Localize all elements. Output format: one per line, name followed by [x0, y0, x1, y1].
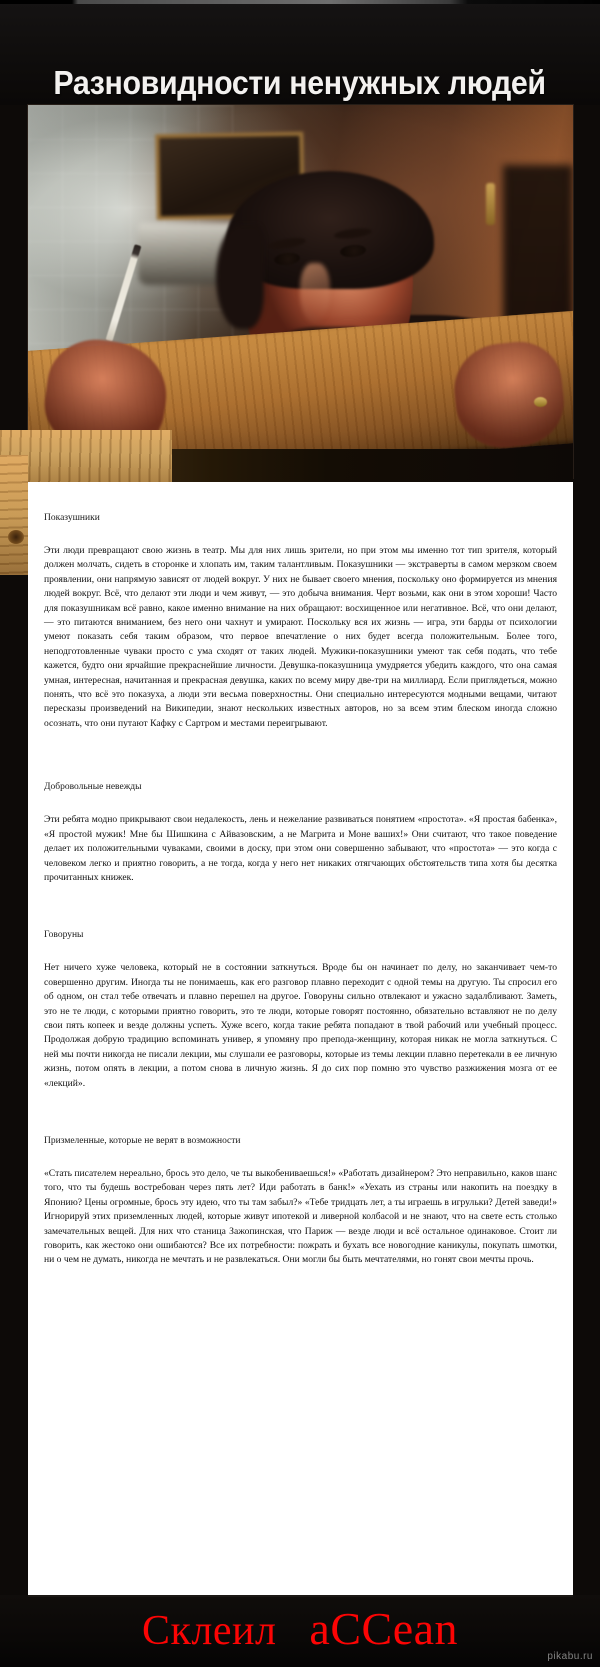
article-panel	[28, 482, 573, 1595]
background-wood-knot	[8, 530, 24, 544]
footer-credit-prefix: Склеил	[141, 1608, 277, 1654]
article-section	[44, 512, 557, 731]
photo-wall-fixture	[486, 183, 495, 225]
background-wood-plank-left	[0, 455, 28, 575]
section-heading: Показушники	[44, 513, 100, 523]
section-body: «Стать писателем нереально, брось это дело, че ты выкобениваешься!» «Работать дизайнером? Это неправильно, каков шанс того, что ты будешь востребован через пять лет? Иди работать в банк!» «Уехать из страны или накопить на поездку в Японию? Цены огромные, брось эту идею, что ты там забыл?» «Тебе тридцать лет, а ты играешь в игрульки? Детей заведи!» Игнорируй этих приземленных людей, которые живут ипотекой и ливерной колбасой и не знают, что на свете есть столько замечательных вещей. Для них что станица Зажопинская, что Париж — везде люди и всё остальное одинаковое. Стоит ли говорить, как жестоко они ошибаются? Все их потребности: пожрать и бухать все новогодние каникулы, покупать шмотки, ни о чем не думать, никогда не мечтать и не развлекаться. Они могли бы быть мечтателями, но гонят свои мечты прочь.	[44, 1167, 557, 1266]
section-body: Нет ничего хуже человека, который не в состоянии заткнуться. Вроде бы он начинает по делу, но заканчивает чем-то совершенно другим. Иногда ты не понимаешь, как его разговор плавно переходит с одной темы на другую. Ты спросил его об одном, он стал тебе отвечать и плавно перешел на другое. Говоруны сильно отвлекают и ужасно задалбливают. Заметь, это не те люди, с которыми приятно говорить, это те люди, которые говорят постоянно, обязательно вставляют не по делу свои пять копеек и везде должны успеть. Хуже всего, когда такие ребята попадают в твой рабочий или учебный процесс. Продолжая добрую традицию вспоминать универ, я упомяну про препода-женщину, которая никак не могла заткнуться. С ней мы почти никогда не писали лекции, мы слушали ее разговоры, которые из темы лекции плавно перетекали в ее личную жизнь, потом опять в лекции, а потом снова в личную жизнь. Я до сих пор помню это чувство разжижения мозга от ее «лекций».	[44, 962, 557, 1089]
section-body: Эти ребята модно прикрывают свои недалекость, лень и нежелание развиваться понятием «простота». «Я простая бабенка», «Я простой мужик! Мне бы Шишкина с Айвазовским, а не Магрита и Моне ваших!» Они считают, что такое поведение делает их положительными чуваками, своими в доску, при этом они совершенно забывают, что «простота» — это когда с человеком легко и приятно говорить, а не тогда, когда у него нет никаких отягчающих обстоятельств типа хотя бы десятка прочитанных книжек.	[44, 814, 557, 883]
photo-finger-ring	[534, 397, 547, 407]
section-heading: Призмеленные, которые не верят в возможности	[44, 1135, 241, 1146]
photo-image	[28, 105, 573, 478]
footer-credit-nick: aCCean	[309, 1603, 459, 1654]
section-spacer	[44, 745, 557, 781]
photo-man-hair-side	[216, 225, 264, 329]
section-body: Эти люди превращают свою жизнь в театр. Мы для них лишь зрители, но при этом мы именно тот тип зрителя, который должен молчать, сидеть в сторонке и хлопать им, таким талантливым. Показушники — экстраверты в самом мерзком своем проявлении, они напрямую зависят от людей вокруг. У них не бывает своего мнения, поскольку оно формируется из мнения людей вокруг. Всё, что делают эти люди и чем живут, — это добыча внимания. Черт возьми, как они в этом хороши! Часто для показушникам всё равно, какое именно внимание на них обращают: восхищенное или негативное. Всё, что они делают, — это питаются вниманием, без него они чахнут и умирают. Поскольку вся их жизнь — игра, эти барды от психологии умеют показать себя таким образом, что первое впечатление о них будет всегда положительным. Более того, неподготовленные чуваки просто с ума сходят от таких людей. Мужики-показушники умеют так себя подать, что тебе кажется, будто они ярчайшие прекраснейшие личности. Девушка-показушница умудряется убедить каждого, что она самая умная, интересная, начитанная и прекрасная девушка, каких по всему миру две-три на миллиард. Если приглядеться, можно понять, что всё это показуха, а люди эти весьма поверхностны. Они специально интересуются модными вещами, читают пересказы произведений на Википедии, знают нескольких известных авторов, но за всем этим блеском иногда сложно осознать, что они путают Кафку с Сартром и местами переигрывают.	[44, 545, 557, 729]
page-title: Разновидности ненужных людей	[53, 64, 547, 101]
section-heading: Говоруны	[44, 930, 84, 941]
footer-band	[0, 1595, 600, 1667]
article-section	[44, 1135, 557, 1268]
article-section	[44, 781, 557, 885]
watermark: pikabu.ru	[547, 1651, 593, 1662]
photo-frame	[28, 105, 573, 478]
section-heading: Добровольные невежды	[44, 782, 142, 793]
photo-man-nose	[300, 263, 330, 323]
footer-divider	[28, 1595, 573, 1597]
footer-credit	[0, 1601, 600, 1659]
section-spacer	[44, 1105, 557, 1135]
section-spacer	[44, 899, 557, 929]
title-band	[0, 4, 600, 105]
article-section	[44, 929, 557, 1091]
